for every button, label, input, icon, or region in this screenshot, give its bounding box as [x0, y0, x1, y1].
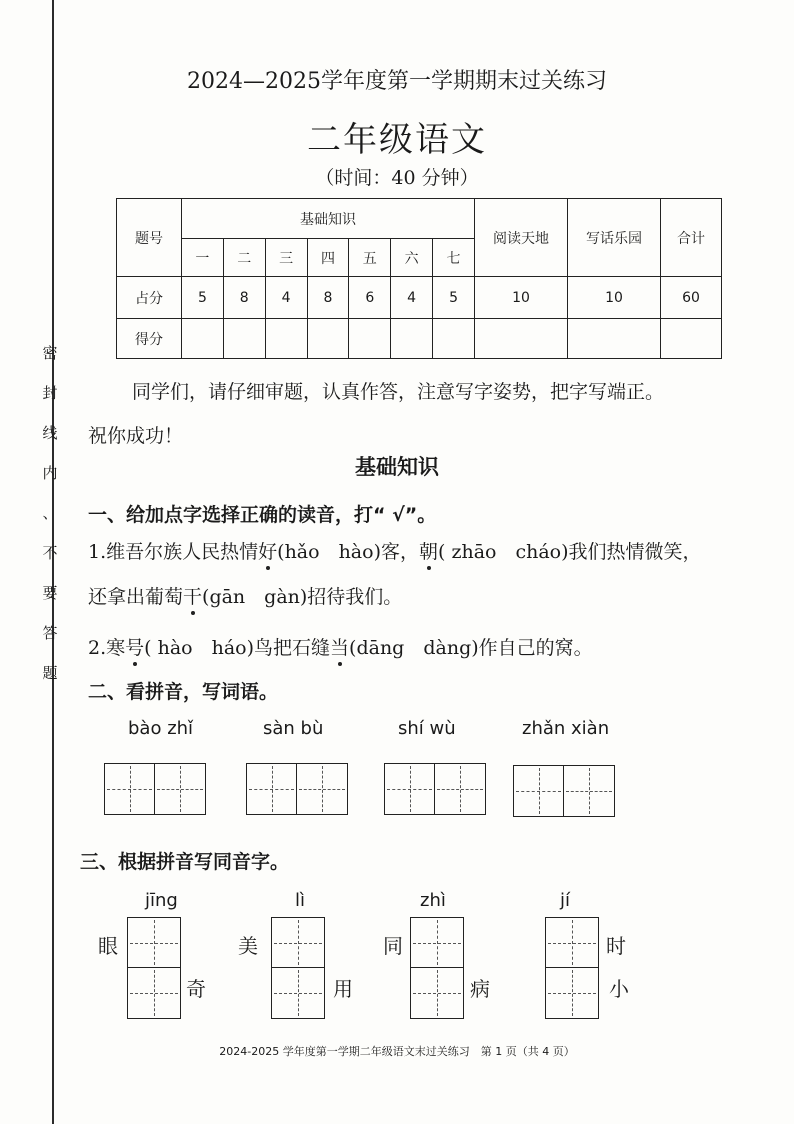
q2-pinyin: bào zhǐ [128, 718, 194, 739]
hint-char: 眼 [98, 934, 118, 958]
q2-pinyin: sàn bù [263, 718, 324, 739]
score-cell [223, 319, 265, 359]
q2-heading: 二、看拼音，写词语。 [88, 681, 279, 703]
writing-grid[interactable] [127, 917, 181, 1019]
score-cell [475, 319, 568, 359]
time-limit: （时间：40 分钟） [315, 167, 479, 189]
score-cell [661, 319, 722, 359]
points-cell: 4 [265, 277, 307, 319]
sub-header: 三 [265, 239, 307, 277]
points-cell: 8 [307, 277, 349, 319]
points-cell: 5 [182, 277, 224, 319]
writing-grid[interactable] [384, 763, 486, 815]
sub-header: 五 [349, 239, 391, 277]
score-cell [307, 319, 349, 359]
writing-grid[interactable] [410, 917, 464, 1019]
q3-pinyin: zhì [420, 890, 446, 911]
points-cell: 4 [391, 277, 433, 319]
points-cell: 60 [661, 277, 722, 319]
q1-line3: 2.寒号( hào háo)鸟把石缝当(dāng dàng)作自己的窝。 [88, 637, 593, 659]
q2-pinyin: zhǎn xiàn [522, 718, 610, 739]
q3-heading: 三、根据拼音写同音字。 [80, 851, 290, 873]
q2-pinyin: shí wù [398, 718, 456, 739]
writing-grid[interactable] [513, 765, 615, 817]
hint-char: 奇 [186, 977, 206, 1001]
hint-char: 用 [333, 977, 353, 1001]
score-cell [391, 319, 433, 359]
points-label: 占分 [117, 277, 182, 319]
exam-title: 2024—2025学年度第一学期期末过关练习 [187, 69, 607, 94]
hint-char: 时 [606, 934, 626, 958]
writing-grid[interactable] [271, 917, 325, 1019]
q3-pinyin: jí [560, 890, 571, 911]
basic-knowledge-header: 基础知识 [182, 199, 475, 239]
dotted-char: 号 [125, 637, 145, 659]
subject-title: 二年级语文 [307, 120, 487, 160]
dotted-char: 朝 [419, 541, 439, 563]
dotted-char: 当 [330, 637, 350, 659]
topic-label: 题号 [117, 199, 182, 277]
page-footer: 2024-2025 学年度第一学期二年级语文末过关练习 第 1 页（共 4 页） [219, 1045, 575, 1058]
score-cell [265, 319, 307, 359]
score-cell [182, 319, 224, 359]
q1-heading: 一、给加点字选择正确的读音，打“ √”。 [88, 504, 437, 526]
hint-char: 病 [470, 977, 490, 1001]
total-header: 合计 [661, 199, 722, 277]
points-cell: 5 [433, 277, 475, 319]
hint-char: 同 [383, 934, 403, 958]
sub-header: 七 [433, 239, 475, 277]
intro-text: 同学们，请仔细审题，认真作答，注意写字姿势，把字写端正。 祝你成功！ [88, 381, 665, 447]
score-table [116, 198, 722, 359]
points-cell: 8 [223, 277, 265, 319]
writing-grid[interactable] [545, 917, 599, 1019]
hint-char: 小 [609, 977, 629, 1001]
writing-grid[interactable] [246, 763, 348, 815]
q3-pinyin: lì [295, 890, 306, 911]
hint-char: 美 [238, 934, 258, 958]
sub-header: 四 [307, 239, 349, 277]
dotted-char: 干 [183, 586, 203, 608]
points-cell: 10 [568, 277, 661, 319]
q1-line2: 还拿出葡萄干(gān gàn)招待我们。 [88, 586, 403, 608]
section-title: 基础知识 [355, 455, 439, 479]
writing-header: 写话乐园 [568, 199, 661, 277]
q3-pinyin: jīng [145, 890, 178, 911]
score-cell [433, 319, 475, 359]
dotted-char: 好 [258, 541, 278, 563]
reading-header: 阅读天地 [475, 199, 568, 277]
score-label: 得分 [117, 319, 182, 359]
score-cell [349, 319, 391, 359]
sub-header: 一 [182, 239, 224, 277]
q1-line1: 1.维吾尔族人民热情好(hǎo hào)客，朝( zhāo cháo)我们热情微笑， [88, 541, 702, 563]
sub-header: 六 [391, 239, 433, 277]
points-cell: 10 [475, 277, 568, 319]
sub-header: 二 [223, 239, 265, 277]
writing-grid[interactable] [104, 763, 206, 815]
binding-warning: 密 封 线 内 、 不 要 答 题 [42, 344, 58, 682]
score-cell [568, 319, 661, 359]
points-cell: 6 [349, 277, 391, 319]
